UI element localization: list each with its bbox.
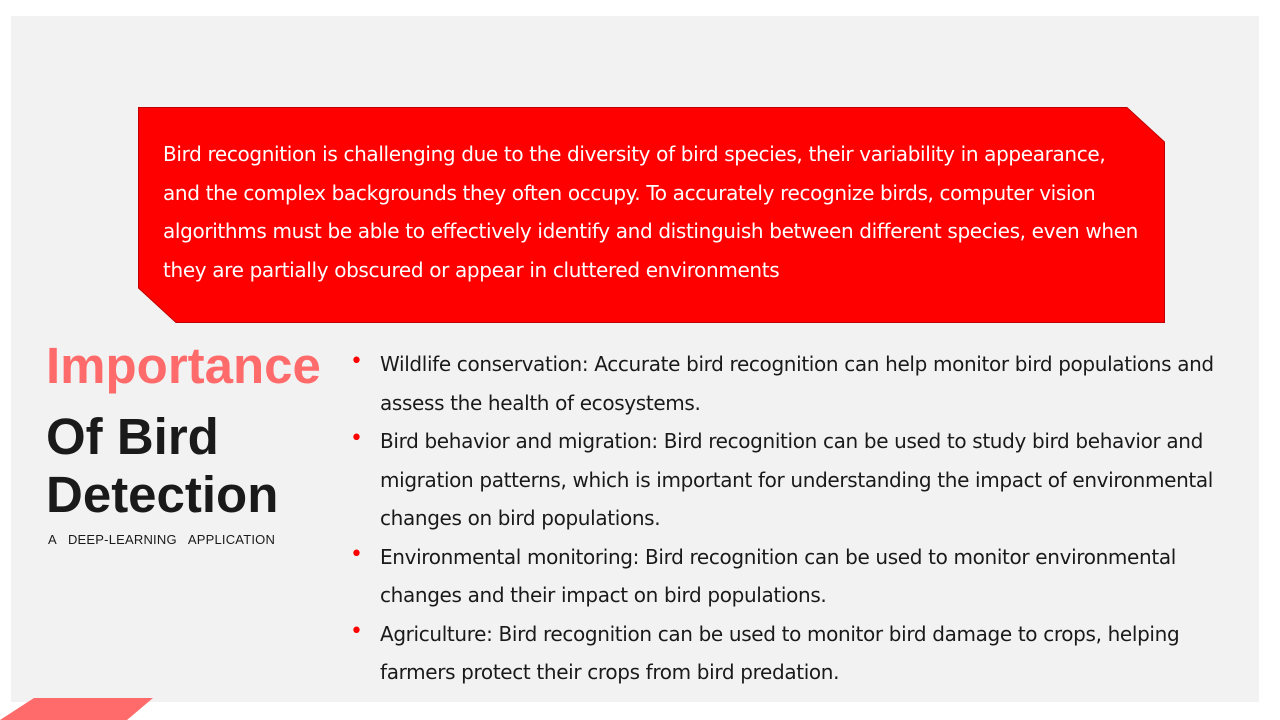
bullet-list [346,345,1236,692]
bullet-item [346,538,1236,615]
bullet-item [346,345,1236,422]
title-line-1: Of Bird [46,408,219,465]
bullet-dot-icon: • [350,618,363,644]
title-accent: Importance [46,337,321,394]
intro-callout [138,107,1165,323]
callout-text: Bird recognition is challenging due to the diversity of bird species, their variability in appearance, and the complex backgrounds they often occupy. To accurately recognize birds, computer vision algorithms must be able to effectively identify and distinguish between different species, even when they are partially obscured or appear in cluttered environments [163,142,1138,282]
bullet-dot-icon: • [350,541,363,567]
page-title [46,408,278,524]
bullet-item [346,422,1236,538]
bullet-dot-icon: • [350,426,363,451]
bullet-dot-icon: • [350,349,363,374]
corner-stripe-decoration [0,698,160,720]
bullet-text: Wildlife conservation: Accurate bird recognition can help monitor bird populations and assess the health of ecosystems. [380,352,1214,415]
subtitle: A DEEP-LEARNING APPLICATION [48,532,276,547]
bullet-text: Environmental monitoring: Bird recognition can be used to monitor environmental changes and their impact on bird populations. [380,544,1176,607]
bullet-item [346,615,1236,692]
bullet-text: Bird behavior and migration: Bird recognition can be used to study bird behavior and migration patterns, which is important for understanding the impact of environmental changes on bird populations. [380,429,1214,530]
bullet-text: Agriculture: Bird recognition can be used to monitor bird damage to crops, helping farmers protect their crops from bird predation. [380,621,1180,684]
title-line-2: Detection [46,466,279,523]
